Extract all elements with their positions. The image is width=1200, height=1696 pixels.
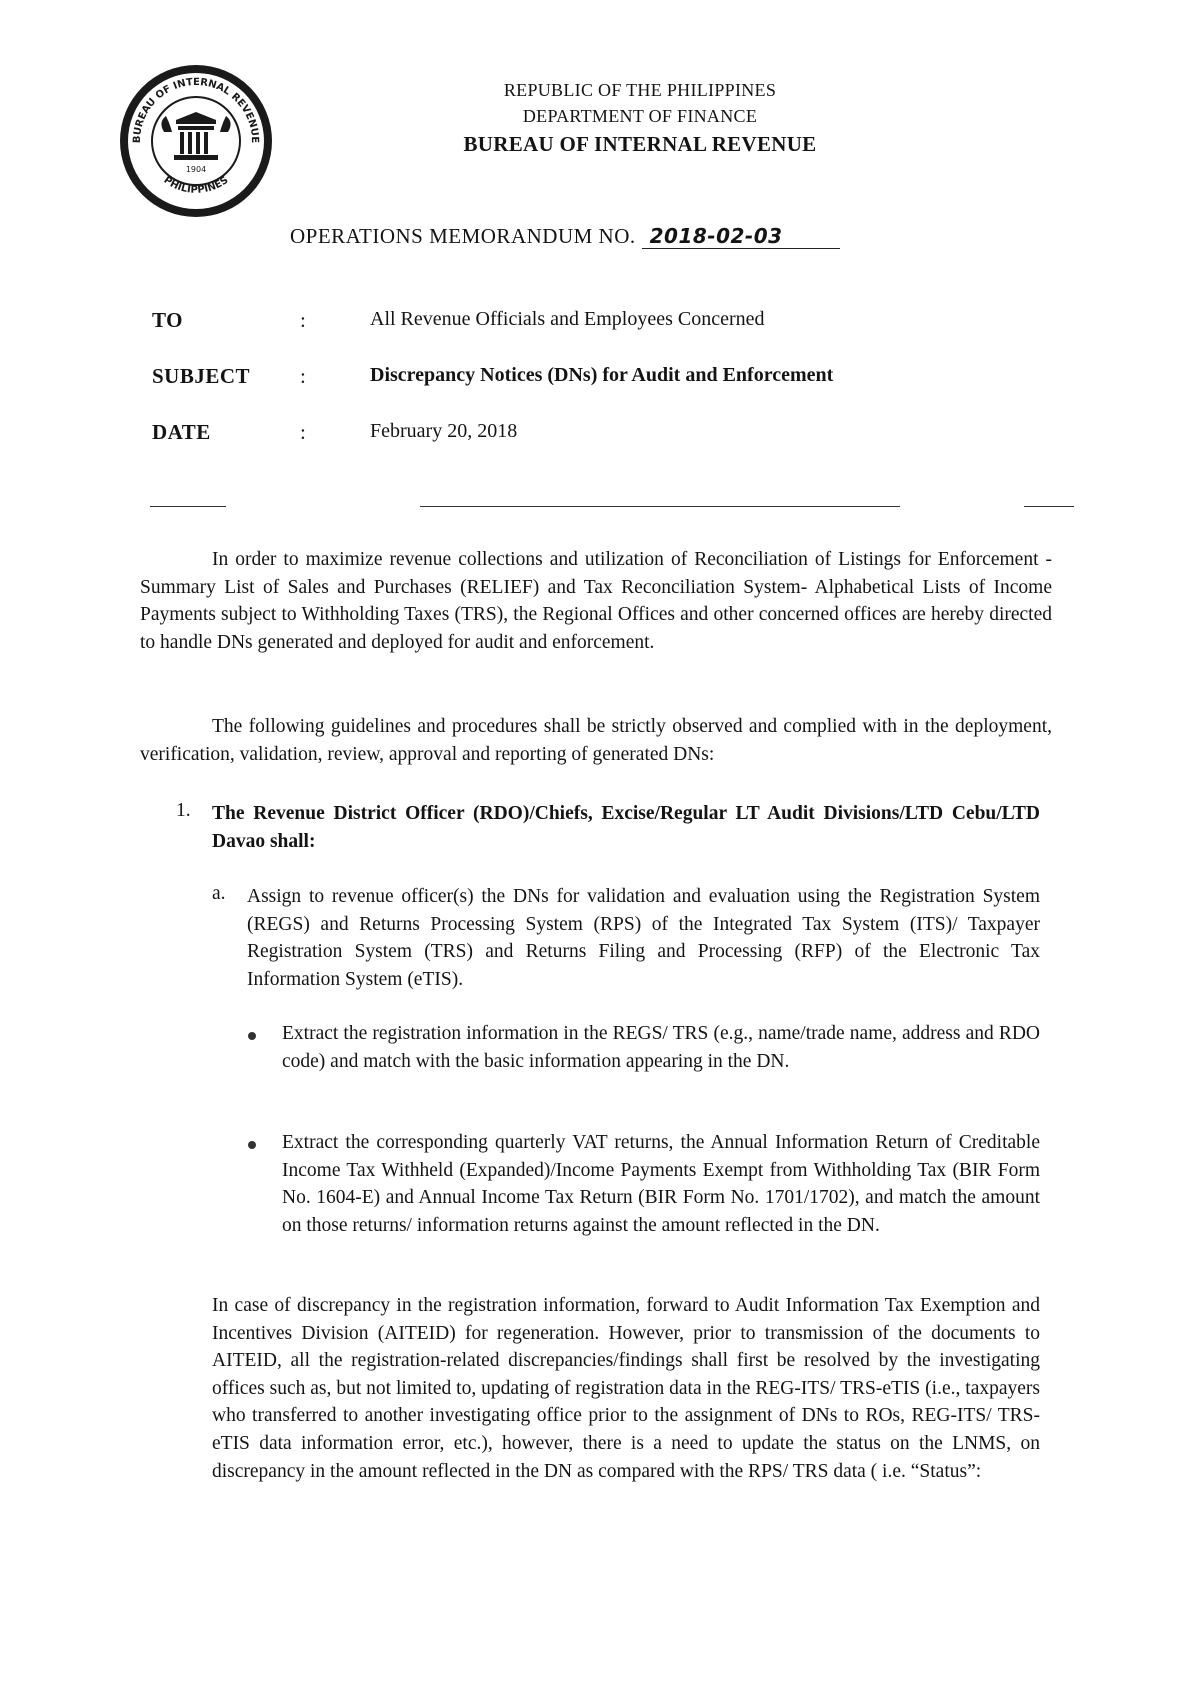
memo-title-line [290, 224, 840, 249]
memo-title: OPERATIONS MEMORANDUM NO. [290, 224, 636, 248]
separator-rule-left [150, 506, 226, 507]
subject-label: SUBJECT [152, 364, 251, 388]
intro-paragraph: In order to maximize revenue collections and utilization of Reconciliation of Listings for Enforcement - Summary List of Sales and Purchases (RELIEF) and Tax Reconciliation System- Alphabetical Lists of Income Payments subject to Withholding Taxes (TRS), the Regional Offices and other concerned offices are hereby directed to handle DNs generated and deployed for audit and enforcement. [140, 549, 1052, 653]
to-value: All Revenue Officials and Employees Concerned [370, 308, 765, 330]
header-republic: REPUBLIC OF THE PHILIPPINES [503, 80, 777, 100]
seal-year: 1904 [185, 165, 207, 174]
bullet-2-icon [248, 1141, 256, 1149]
item-1-title: The Revenue District Officer (RDO)/Chiefs, Excise/Regular LT Audit Divisions/LTD Cebu/LTD Davao shall: [212, 803, 1040, 852]
header-bureau: BUREAU OF INTERNAL REVENUE [463, 132, 817, 156]
memo-number: 2018-02-03 [642, 224, 840, 249]
bullet-1-icon [248, 1032, 256, 1040]
date-colon: : [300, 420, 306, 444]
separator-rule-right [1024, 506, 1074, 507]
header-department: DEPARTMENT OF FINANCE [522, 106, 758, 126]
subject-colon: : [300, 364, 306, 388]
bullet-2-text: Extract the corresponding quarterly VAT returns, the Annual Information Return of Creditable Income Tax Withheld (Expanded)/Income Payments Exempt from Withholding Tax (BIR Form No. 1604-E) and Annual Income Tax Return (BIR Form No. 1701/1702), and match the amount on those returns/ information returns against the amount reflected in the DN. [282, 1132, 1040, 1236]
bullet-1-text: Extract the registration information in the REGS/ TRS (e.g., name/trade name, address and RDO code) and match with the basic information appearing in the DN. [282, 1023, 1040, 1072]
subject-value: Discrepancy Notices (DNs) for Audit and Enforcement [370, 364, 834, 386]
bir-seal [106, 62, 286, 220]
to-label: TO [152, 308, 183, 332]
item-1-marker: 1. [176, 800, 191, 821]
item-a-text: Assign to revenue officer(s) the DNs for validation and evaluation using the Registration System (REGS) and Returns Processing System (RPS) of the Integrated Tax System (ITS)/ Taxpayer Registration System (TRS) and Returns Filing and Processing (RFP) of the Electronic Tax Information System (eTIS). [247, 886, 1040, 990]
to-colon: : [300, 308, 306, 332]
date-label: DATE [152, 420, 211, 444]
bir-seal-icon [106, 62, 286, 220]
item-a-marker: a. [212, 883, 226, 904]
discrepancy-paragraph: In case of discrepancy in the registration information, forward to Audit Information Tax Exemption and Incentives Division (AITEID) for regeneration. However, prior to transmission of the documents to AITEID, all the registration-related discrepancies/findings shall first be resolved by the investigating offices such as, but not limited to, updating of registration data in the REG-ITS/ TRS-eTIS (i.e., taxpayers who transferred to another investigating office prior to the assignment of DNs to ROs, REG-ITS/ TRS-eTIS data information error, etc.), however, there is a need to update the status on the LNMS, on discrepancy in the amount reflected in the DN as compared with the RPS/ TRS data ( i.e. “Status”: [212, 1295, 1040, 1482]
date-value: February 20, 2018 [370, 420, 518, 442]
seal-text-top: BUREAU OF INTERNAL REVENUE [131, 76, 261, 144]
separator-rule [420, 506, 900, 507]
seal-text-bottom: PHILIPPINES [161, 174, 231, 196]
guidelines-paragraph: The following guidelines and procedures shall be strictly observed and complied with in the deployment, verification, validation, review, approval and reporting of generated DNs: [140, 716, 1052, 765]
